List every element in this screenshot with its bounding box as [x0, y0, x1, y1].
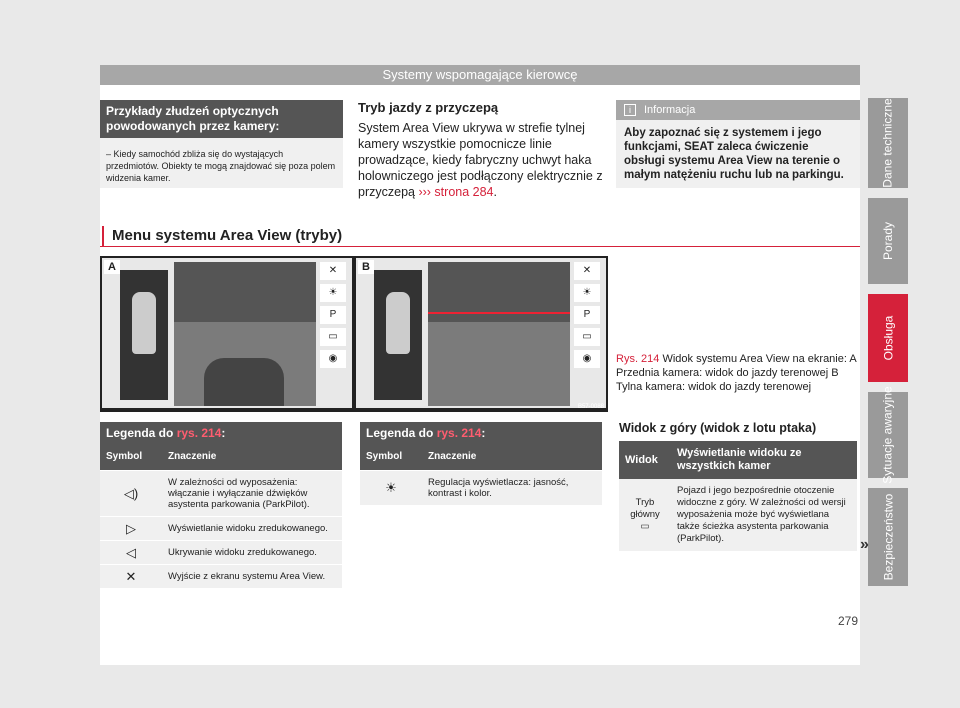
front-camera-view — [174, 262, 316, 406]
close-button[interactable]: ✕ — [574, 262, 600, 280]
row-text: W zależności od wyposażenia: włączanie i wyłączanie dźwięków asystenta parkowania (ParkPilot). — [162, 470, 342, 516]
legend-table — [100, 444, 342, 588]
legend-table-2 — [360, 422, 602, 505]
top-view-panel — [120, 270, 168, 400]
example-box — [100, 100, 343, 188]
continue-marker: » — [860, 536, 869, 553]
play-left-icon: ◁ — [100, 540, 162, 564]
figure-label-b: B — [358, 260, 374, 274]
brightness-button[interactable]: ☀ — [574, 284, 600, 302]
table-row — [619, 479, 857, 551]
area-view-figure — [100, 256, 608, 412]
view-button[interactable]: ▭ — [320, 328, 346, 346]
col-symbol: Symbol — [360, 444, 422, 470]
topview-table — [619, 441, 857, 551]
mode-button[interactable]: ◉ — [320, 350, 346, 368]
legend-table-1 — [100, 422, 342, 588]
table-row — [100, 516, 342, 540]
brightness-icon: ☀ — [360, 470, 422, 505]
car-top-icon — [132, 292, 156, 354]
legend-title-pre: Legenda do — [366, 426, 434, 440]
legend-title-pre: Legenda do — [106, 426, 174, 440]
mode-desc: Pojazd i jego bezpośrednie otoczenie widoczne z góry. W zależności od wersji wyposażenia może być wyświetlana także ścieżka asystenta parkowania (ParkPilot). — [677, 485, 846, 544]
page-header: Systemy wspomagające kierowcę — [100, 65, 860, 85]
legend-title-post: : — [481, 426, 486, 440]
row-text: Ukrywanie widoku zredukowanego. — [162, 540, 342, 564]
screen-a — [102, 258, 352, 408]
row-text: Regulacja wyświetlacza: jasność, kontrast i kolor. — [422, 470, 602, 505]
mode-button[interactable]: ◉ — [574, 350, 600, 368]
trailer-text: System Area View ukrywa w strefie tylnej kamery wszystkie pomocnicze linie prowadzące, kiedy fabryczny uchwyt haka holowniczego jest podłączony elektrycznie z przyczepą — [358, 121, 603, 199]
view-button[interactable]: ▭ — [574, 328, 600, 346]
page-number: 279 — [838, 614, 859, 628]
info-box — [616, 100, 860, 188]
play-right-icon: ▷ — [100, 516, 162, 540]
close-icon: ✕ — [100, 564, 162, 588]
trailer-body — [358, 120, 603, 200]
legend-title — [360, 422, 602, 444]
road — [428, 322, 570, 406]
tab-dane-techniczne[interactable] — [868, 98, 908, 188]
col-symbol: Symbol — [100, 444, 162, 470]
tab-obsluga[interactable] — [868, 294, 908, 382]
example-title: Przykłady złudzeń optycznych powodowanych przez kamery: — [100, 100, 343, 138]
legend-ref[interactable]: rys. 214 — [176, 426, 222, 440]
tab-sytuacje-awaryjne[interactable] — [868, 386, 908, 484]
guide-line — [428, 312, 570, 314]
tab-label: Obsługa — [881, 315, 896, 361]
trailer-end: . — [493, 185, 497, 199]
figure-caption — [616, 352, 860, 394]
car-hood — [204, 358, 284, 406]
legend-title-post: : — [221, 426, 226, 440]
brightness-button[interactable]: ☀ — [320, 284, 346, 302]
legend-table — [360, 444, 602, 505]
info-icon: i — [624, 104, 636, 116]
table-row — [100, 564, 342, 588]
legend-header-row — [100, 444, 342, 470]
legend-header-row — [360, 444, 602, 470]
col-meaning: Znaczenie — [162, 444, 342, 470]
tab-porady[interactable] — [868, 198, 908, 284]
parking-button[interactable]: P — [320, 306, 346, 324]
topview-header-row — [619, 441, 857, 479]
parking-button[interactable]: P — [574, 306, 600, 324]
screen-b-buttons — [574, 262, 602, 372]
topview-grid — [619, 441, 857, 551]
table-row — [100, 470, 342, 516]
col-meaning: Znaczenie — [422, 444, 602, 470]
camera-mode-icon: ▭ — [640, 521, 650, 532]
col-desc: Wyświetlanie widoku ze wszystkich kamer — [671, 441, 857, 479]
mode-cell — [619, 479, 671, 551]
table-row — [100, 540, 342, 564]
trailer-section — [358, 100, 603, 200]
trailer-page-link[interactable]: ››› strona 284 — [418, 185, 494, 199]
section-title: Menu systemu Area View (tryby) — [102, 226, 860, 246]
info-header — [616, 100, 860, 120]
screen-a-buttons — [320, 262, 348, 372]
figure-caption-text: Widok systemu Area View na ekranie: A Przednia kamera: widok do jazdy terenowej B Tylna kamera: widok do jazdy terenowej — [616, 353, 857, 393]
figure-ref: Rys. 214 — [616, 353, 660, 365]
info-body: Aby zapoznać się z systemem i jego funkcjami, SEAT zaleca ćwiczenie obsługi systemu Area View na terenie o małym natężeniu ruchu lub na parkingu. — [624, 127, 844, 181]
car-top-icon — [386, 292, 410, 354]
tab-label: Dane techniczne — [881, 98, 896, 188]
legend-title — [100, 422, 342, 444]
tab-label: Sytuacje awaryjne — [881, 386, 896, 484]
col-mode: Widok — [619, 441, 671, 479]
topview-title: Widok z góry (widok z lotu ptaka) — [619, 421, 817, 435]
row-text: Wyświetlanie widoku zredukowanego. — [162, 516, 342, 540]
legend-ref[interactable]: rys. 214 — [436, 426, 482, 440]
top-view-panel — [374, 270, 422, 400]
table-row — [360, 470, 602, 505]
sound-icon: ◁) — [100, 470, 162, 516]
example-body: – Kiedy samochód zbliża się do wystających przedmiotów. Obiekty te mogą znajdować się poza polem widzenia kamer. — [100, 138, 343, 188]
figure-label-a: A — [104, 260, 120, 274]
tab-label: Bezpieczeństwo — [881, 493, 895, 581]
tab-bezpieczenstwo[interactable] — [868, 488, 908, 586]
section-divider — [100, 246, 860, 247]
screen-b — [356, 258, 606, 408]
tab-label: Porady — [881, 221, 895, 261]
row-text: Wyjście z ekranu systemu Area View. — [162, 564, 342, 588]
info-title: Informacja — [644, 104, 696, 116]
close-button[interactable]: ✕ — [320, 262, 346, 280]
rear-camera-view — [428, 262, 570, 406]
trailer-title: Tryb jazdy z przyczepą — [358, 100, 499, 115]
figure-code: B57-0088 — [577, 404, 604, 410]
mode-label: Tryb główny — [630, 497, 660, 520]
